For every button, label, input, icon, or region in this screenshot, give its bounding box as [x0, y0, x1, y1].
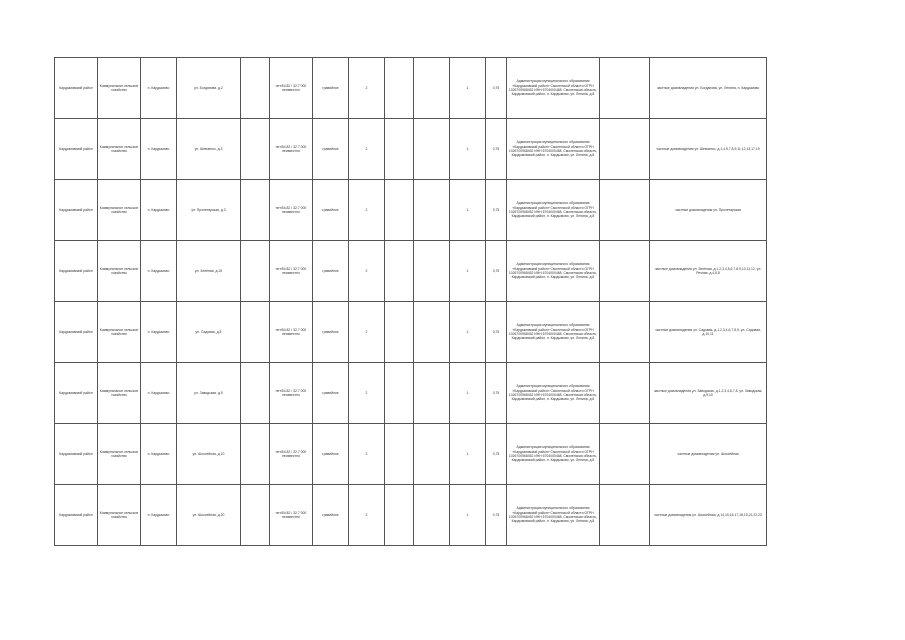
cell-volume: 0,75 [486, 302, 507, 363]
cell-street: ул. Шоссейная, д.10 [177, 424, 241, 485]
cell-served: частные домовладения ул. Заводская, д.1,2,3,4,6,7,8, ул. Заводская, д.9,10 [650, 363, 767, 424]
cell-empty-d [600, 363, 650, 424]
cell-empty-c [414, 119, 450, 180]
cell-street: ул. Шоссейная, д.20 [177, 485, 241, 546]
cell-empty-b [385, 302, 414, 363]
cell-count: 2 [349, 424, 385, 485]
cell-settlement: п. Кардымово [141, 363, 177, 424]
cell-empty-d [600, 58, 650, 119]
cell-settlement: п. Кардымово [141, 119, 177, 180]
cell-category: Коммунальное сельское хозяйство [98, 241, 141, 302]
cell-street: ул. Пролетарская, д.3 [177, 180, 241, 241]
cell-owner: Администрация муниципального образования «Кардымовский район» Смоленской области ОГРН 1026700968452 ИНН 6704000468, Смоленская область, Кардымовский район, п. Кардымово, ул. Ленина, д.8 [507, 363, 600, 424]
cell-settlement: п. Кардымово [141, 58, 177, 119]
cell-material: гравийное [313, 485, 349, 546]
cell-empty-d [600, 119, 650, 180]
table-row [55, 485, 767, 546]
cell-empty-c [414, 424, 450, 485]
cell-settlement: п. Кардымово [141, 424, 177, 485]
cell-category: Коммунальное сельское хозяйство [98, 302, 141, 363]
cell-num: 1 [450, 424, 486, 485]
cell-empty-d [600, 485, 650, 546]
cell-owner: Администрация муниципального образования «Кардымовский район» Смоленской области ОГРН 1026700968452 ИНН 6704000468, Смоленская область, Кардымовский район, п. Кардымово, ул. Ленина, д.8 [507, 58, 600, 119]
cell-district: Кардымовский район [55, 302, 98, 363]
table-row [55, 241, 767, 302]
cell-empty-b [385, 485, 414, 546]
cell-district: Кардымовский район [55, 241, 98, 302]
cell-category: Коммунальное сельское хозяйство [98, 180, 141, 241]
cell-count: 2 [349, 119, 385, 180]
cell-empty-a [241, 119, 270, 180]
cell-material: гравийное [313, 363, 349, 424]
table-row [55, 424, 767, 485]
cell-coords: нет/54.82 / 32.7 000 неизвестно [270, 180, 313, 241]
cell-served: частные домовладения ул. Шевченко, д.1,4,5,7,8,9,11,12,13,17,19 [650, 119, 767, 180]
cell-empty-a [241, 180, 270, 241]
cell-volume: 0,75 [486, 241, 507, 302]
cell-served: частные домовладения ул. Зелёная, д.1,2,3,4,5,6,7,8,9,10,11,12, ул. Речная, д.4,6,8 [650, 241, 767, 302]
cell-served: частные домовладения ул. Шоссейная, д.14,15,16,17,18,19,21,22,23 [650, 485, 767, 546]
cell-material: гравийное [313, 424, 349, 485]
cell-empty-c [414, 180, 450, 241]
cell-empty-a [241, 424, 270, 485]
cell-empty-d [600, 424, 650, 485]
registry-table [54, 57, 767, 546]
cell-served: частные домовладения ул. Шоссейная [650, 424, 767, 485]
cell-coords: нет/54.82 / 32.7 000 неизвестно [270, 119, 313, 180]
cell-empty-b [385, 363, 414, 424]
cell-street: ул. Зелёная, д.10 [177, 241, 241, 302]
cell-category: Коммунальное сельское хозяйство [98, 485, 141, 546]
cell-category: Коммунальное сельское хозяйство [98, 119, 141, 180]
cell-coords: нет/54.82 / 32.7 000 неизвестно [270, 58, 313, 119]
cell-count: 2 [349, 485, 385, 546]
cell-empty-b [385, 180, 414, 241]
cell-material: гравийное [313, 119, 349, 180]
cell-street: ул. Шевченко, д.3 [177, 119, 241, 180]
cell-category: Коммунальное сельское хозяйство [98, 424, 141, 485]
cell-empty-a [241, 58, 270, 119]
cell-district: Кардымовский район [55, 119, 98, 180]
cell-owner: Администрация муниципального образования «Кардымовский район» Смоленской области ОГРН 1026700968452 ИНН 6704000468, Смоленская область, Кардымовский район, п. Кардымово, ул. Ленина, д.8 [507, 485, 600, 546]
cell-material: гравийное [313, 241, 349, 302]
cell-district: Кардымовский район [55, 424, 98, 485]
cell-category: Коммунальное сельское хозяйство [98, 58, 141, 119]
cell-empty-a [241, 302, 270, 363]
cell-street: ул. Богданова, д.2 [177, 58, 241, 119]
cell-settlement: п. Кардымово [141, 241, 177, 302]
cell-served: частные домовладения ул. Садовая, д.1,2,3,4,6,7,8,9, ул. Садовая, д.10,11 [650, 302, 767, 363]
cell-coords: нет/54.82 / 32.7 000 неизвестно [270, 424, 313, 485]
cell-empty-c [414, 241, 450, 302]
cell-empty-d [600, 241, 650, 302]
cell-empty-d [600, 180, 650, 241]
cell-coords: нет/54.82 / 32.7 000 неизвестно [270, 363, 313, 424]
cell-empty-a [241, 363, 270, 424]
cell-count: 2 [349, 363, 385, 424]
cell-settlement: п. Кардымово [141, 485, 177, 546]
cell-district: Кардымовский район [55, 485, 98, 546]
cell-empty-c [414, 58, 450, 119]
cell-num: 1 [450, 119, 486, 180]
cell-owner: Администрация муниципального образования «Кардымовский район» Смоленской области ОГРН 1026700968452 ИНН 6704000468, Смоленская область, Кардымовский район, п. Кардымово, ул. Ленина, д.8 [507, 119, 600, 180]
cell-num: 1 [450, 302, 486, 363]
cell-num: 1 [450, 363, 486, 424]
cell-category: Коммунальное сельское хозяйство [98, 363, 141, 424]
cell-num: 1 [450, 58, 486, 119]
cell-material: гравийное [313, 58, 349, 119]
cell-num: 1 [450, 180, 486, 241]
table-row [55, 302, 767, 363]
cell-volume: 0,75 [486, 119, 507, 180]
cell-owner: Администрация муниципального образования «Кардымовский район» Смоленской области ОГРН 1026700968452 ИНН 6704000468, Смоленская область, Кардымовский район, п. Кардымово, ул. Ленина, д.8 [507, 302, 600, 363]
cell-settlement: п. Кардымово [141, 302, 177, 363]
cell-empty-a [241, 241, 270, 302]
cell-count: 2 [349, 58, 385, 119]
cell-material: гравийное [313, 302, 349, 363]
cell-served: частные домовладения ул. Пролетарская [650, 180, 767, 241]
cell-empty-c [414, 363, 450, 424]
cell-empty-b [385, 241, 414, 302]
cell-owner: Администрация муниципального образования «Кардымовский район» Смоленской области ОГРН 1026700968452 ИНН 6704000468, Смоленская область, Кардымовский район, п. Кардымово, ул. Ленина, д.8 [507, 180, 600, 241]
cell-street: ул. Садовая, д.5 [177, 302, 241, 363]
cell-material: гравийное [313, 180, 349, 241]
cell-coords: нет/54.82 / 32.7 000 неизвестно [270, 302, 313, 363]
cell-volume: 0,75 [486, 485, 507, 546]
cell-empty-c [414, 485, 450, 546]
cell-district: Кардымовский район [55, 180, 98, 241]
cell-count: 2 [349, 302, 385, 363]
cell-empty-b [385, 424, 414, 485]
cell-empty-a [241, 485, 270, 546]
cell-num: 1 [450, 241, 486, 302]
cell-volume: 0,75 [486, 363, 507, 424]
cell-count: 2 [349, 180, 385, 241]
cell-served: частные домовладения ул. Богданова, ул. Ленина, п. Кардымово [650, 58, 767, 119]
cell-count: 2 [349, 241, 385, 302]
cell-empty-d [600, 302, 650, 363]
cell-settlement: п. Кардымово [141, 180, 177, 241]
cell-volume: 0,75 [486, 424, 507, 485]
cell-volume: 0,75 [486, 180, 507, 241]
cell-volume: 0,75 [486, 58, 507, 119]
cell-district: Кардымовский район [55, 58, 98, 119]
cell-empty-c [414, 302, 450, 363]
table-row [55, 180, 767, 241]
cell-empty-b [385, 58, 414, 119]
cell-num: 1 [450, 485, 486, 546]
table-row [55, 363, 767, 424]
cell-coords: нет/54.82 / 32.7 000 неизвестно [270, 241, 313, 302]
cell-street: ул. Заводская, д.5 [177, 363, 241, 424]
cell-coords: нет/54.82 / 32.7 000 неизвестно [270, 485, 313, 546]
table-row [55, 119, 767, 180]
table-row [55, 58, 767, 119]
cell-empty-b [385, 119, 414, 180]
cell-district: Кардымовский район [55, 363, 98, 424]
cell-owner: Администрация муниципального образования «Кардымовский район» Смоленской области ОГРН 1026700968452 ИНН 6704000468, Смоленская область, Кардымовский район, п. Кардымово, ул. Ленина, д.8 [507, 241, 600, 302]
cell-owner: Администрация муниципального образования «Кардымовский район» Смоленской области ОГРН 1026700968452 ИНН 6704000468, Смоленская область, Кардымовский район, п. Кардымово, ул. Ленина, д.8 [507, 424, 600, 485]
